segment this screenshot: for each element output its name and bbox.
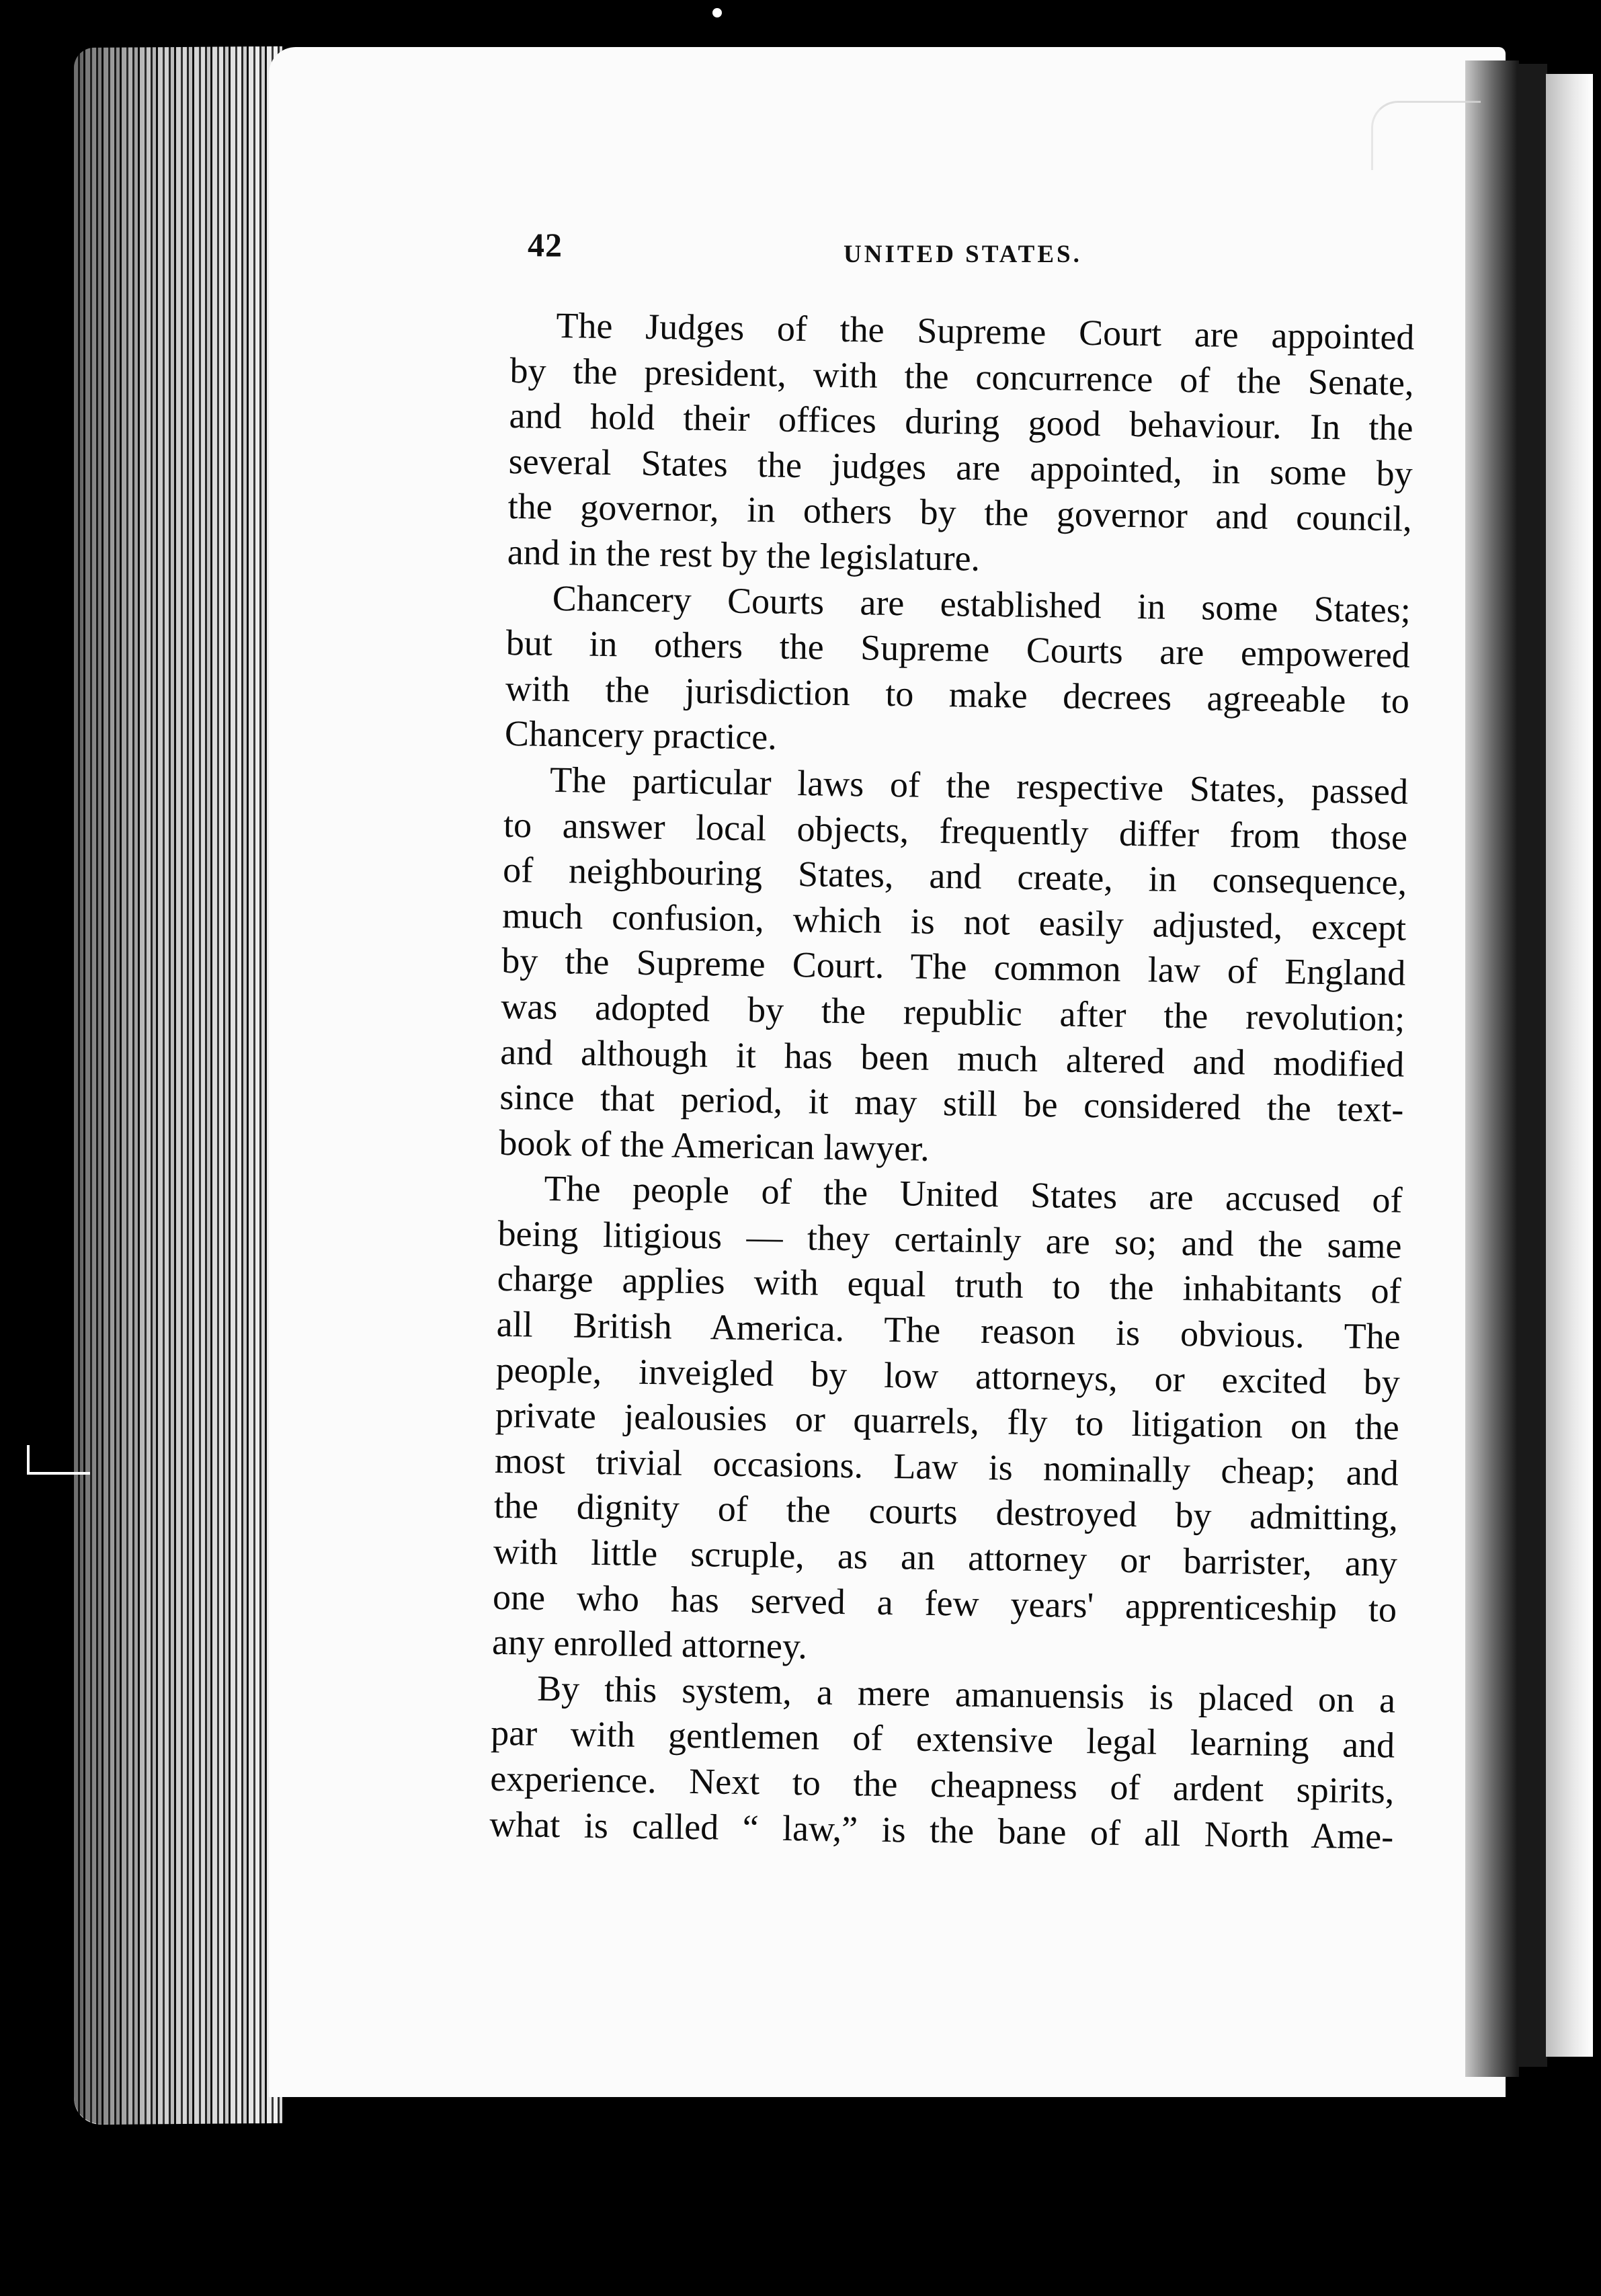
text-line: experience. Next to the cheapness of ardent spirits, <box>489 1758 1395 1811</box>
gutter-shadow <box>1465 60 1519 2077</box>
facing-page-edge <box>1546 74 1593 2057</box>
text-line: was adopted by the republic after the revolution; <box>500 985 1405 1039</box>
text-line: Chancery Courts are established in some States; <box>552 577 1411 630</box>
text-line: the dignity of the courts destroyed by admitting, <box>493 1485 1399 1539</box>
text-line: several States the judges are appointed, in some by <box>508 440 1413 494</box>
text-line: what is called “ law,” is the bane of all North Ame- <box>489 1803 1394 1857</box>
text-line: by the president, with the concurrence of the Senate, <box>509 350 1414 403</box>
pencil-annotation-mark <box>1371 101 1481 170</box>
text-line: being litigious — they certainly are so; and the same <box>497 1213 1402 1266</box>
text-line: the governor, in others by the governor and council, <box>507 486 1413 540</box>
running-head: UNITED STATES. <box>844 241 1082 268</box>
text-line: The people of the United States are accused of <box>544 1168 1403 1221</box>
text-line: private jealousies or quarrels, fly to litigation on the <box>495 1395 1400 1448</box>
text-line: charge applies with equal truth to the inhabitants of <box>497 1258 1402 1312</box>
text-line: The Judges of the Supreme Court are appointed <box>556 304 1415 358</box>
body-text <box>489 302 1415 1860</box>
binding-edge <box>1518 64 1547 2067</box>
text-line: most trivial occasions. Law is nominally cheap; and <box>494 1440 1399 1493</box>
page-stack-shadow <box>74 47 282 2124</box>
text-line: By this system, a mere amanuensis is placed on a <box>536 1668 1396 1721</box>
text-line: par with gentlemen of extensive legal learning and <box>490 1713 1395 1766</box>
text-line: and hold their offices during good behaviour. In the <box>509 395 1413 448</box>
text-line: and in the rest by the legislature. <box>507 531 981 579</box>
text-line: book of the American lawyer. <box>499 1122 930 1169</box>
text-line: much confusion, which is not easily adjusted, except <box>501 895 1407 948</box>
text-line: Chancery practice. <box>504 713 778 757</box>
text-line: with the jurisdiction to make decrees agreeable to <box>505 667 1410 721</box>
text-line: to answer local objects, frequently differ from those <box>503 804 1408 858</box>
text-line: The particular laws of the respective States, passed <box>549 759 1409 812</box>
margin-mark <box>27 1445 90 1475</box>
text-line: one who has served a few years' apprenticeship to <box>492 1576 1397 1630</box>
page-number: 42 <box>528 226 563 263</box>
text-line: with little scruple, as an attorney or barrister, any <box>493 1530 1398 1584</box>
text-line: and although it has been much altered and modified <box>500 1031 1405 1085</box>
scan-speck <box>712 8 722 17</box>
text-line: of neighbouring States, and create, in consequence, <box>502 850 1407 903</box>
text-line: but in others the Supreme Courts are empowered <box>505 622 1411 675</box>
text-line: all British America. The reason is obvious. The <box>496 1303 1401 1357</box>
text-line: since that period, it may still be considered the text- <box>499 1076 1404 1130</box>
text-line: any enrolled attorney. <box>491 1622 808 1667</box>
text-line: people, inveigled by low attorneys, or excited by <box>495 1349 1401 1403</box>
text-line: by the Supreme Court. The common law of England <box>501 940 1406 993</box>
